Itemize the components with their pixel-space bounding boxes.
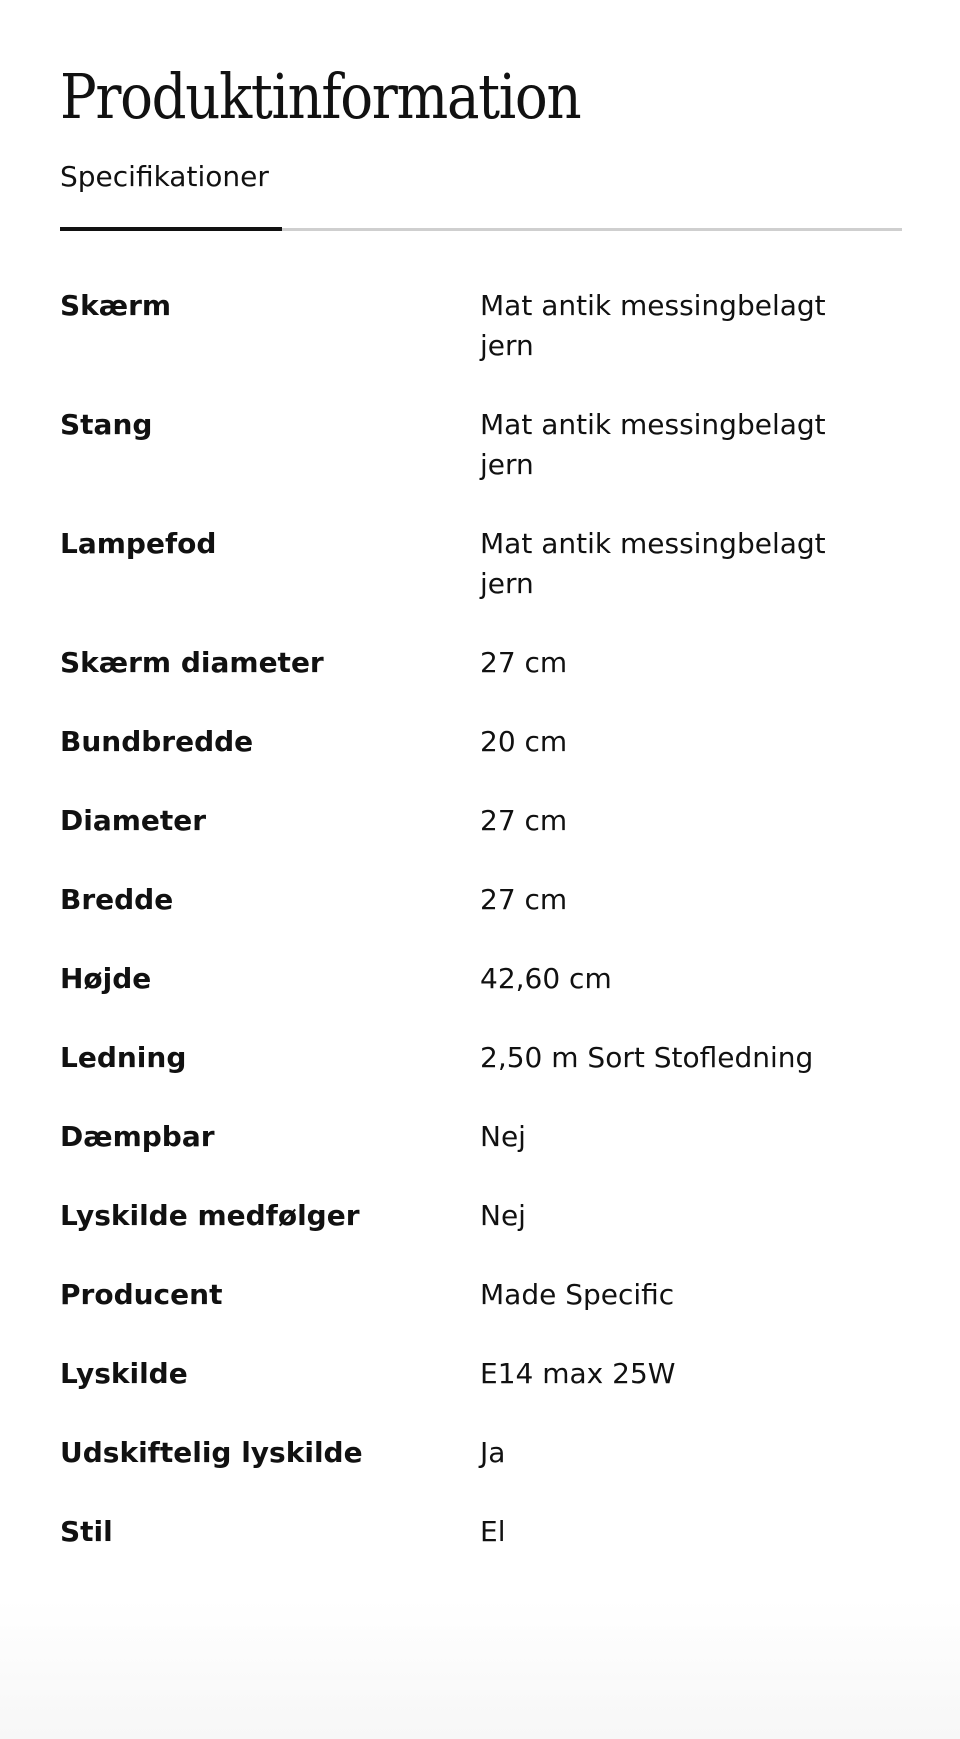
spec-label: Bredde — [60, 883, 174, 916]
spec-row — [60, 1196, 902, 1236]
spec-list — [60, 286, 902, 1591]
spec-row — [60, 1117, 902, 1157]
spec-value: 27 cm — [480, 646, 568, 679]
spec-label: Skærm — [60, 289, 172, 322]
spec-row — [60, 1354, 902, 1394]
spec-label: Producent — [60, 1278, 223, 1311]
spec-value: Nej — [480, 1120, 526, 1153]
spec-row — [60, 643, 902, 683]
spec-label: Lyskilde medfølger — [60, 1199, 360, 1232]
bottom-fade-overlay — [0, 1599, 960, 1739]
spec-value: El — [480, 1515, 506, 1548]
spec-value: Mat antik messingbelagt jern — [480, 408, 826, 481]
spec-label: Dæmpbar — [60, 1120, 215, 1153]
spec-label: Højde — [60, 962, 152, 995]
spec-row — [60, 286, 902, 366]
spec-label: Skærm diameter — [60, 646, 324, 679]
spec-label: Bundbredde — [60, 725, 254, 758]
spec-label: Lyskilde — [60, 1357, 188, 1390]
spec-row — [60, 1512, 902, 1552]
spec-value: 27 cm — [480, 883, 568, 916]
spec-value: 27 cm — [480, 804, 568, 837]
spec-value: 2,50 m Sort Stofledning — [480, 1041, 814, 1074]
spec-value: 42,60 cm — [480, 962, 612, 995]
tab-bar — [60, 160, 902, 232]
active-tab-indicator — [60, 227, 282, 231]
spec-row — [60, 1433, 902, 1473]
spec-value: Mat antik messingbelagt jern — [480, 527, 826, 600]
page-title: Produktinformation — [60, 59, 581, 133]
spec-value: Nej — [480, 1199, 526, 1232]
spec-value: Ja — [480, 1436, 506, 1469]
spec-value: E14 max 25W — [480, 1357, 676, 1390]
spec-label: Udskiftelig lyskilde — [60, 1436, 363, 1469]
spec-label: Ledning — [60, 1041, 187, 1074]
spec-row — [60, 880, 902, 920]
spec-row — [60, 405, 902, 485]
spec-row — [60, 959, 902, 999]
spec-label: Stang — [60, 408, 153, 441]
spec-row — [60, 801, 902, 841]
spec-value: 20 cm — [480, 725, 568, 758]
spec-row — [60, 1275, 902, 1315]
spec-label: Stil — [60, 1515, 113, 1548]
spec-row — [60, 524, 902, 604]
spec-label: Lampefod — [60, 527, 217, 560]
tab-specifikationer[interactable]: Specifikationer — [60, 160, 269, 193]
spec-label: Diameter — [60, 804, 207, 837]
spec-value: Made Specific — [480, 1278, 675, 1311]
spec-value: Mat antik messingbelagt jern — [480, 289, 826, 362]
spec-row — [60, 722, 902, 762]
spec-row — [60, 1038, 902, 1078]
